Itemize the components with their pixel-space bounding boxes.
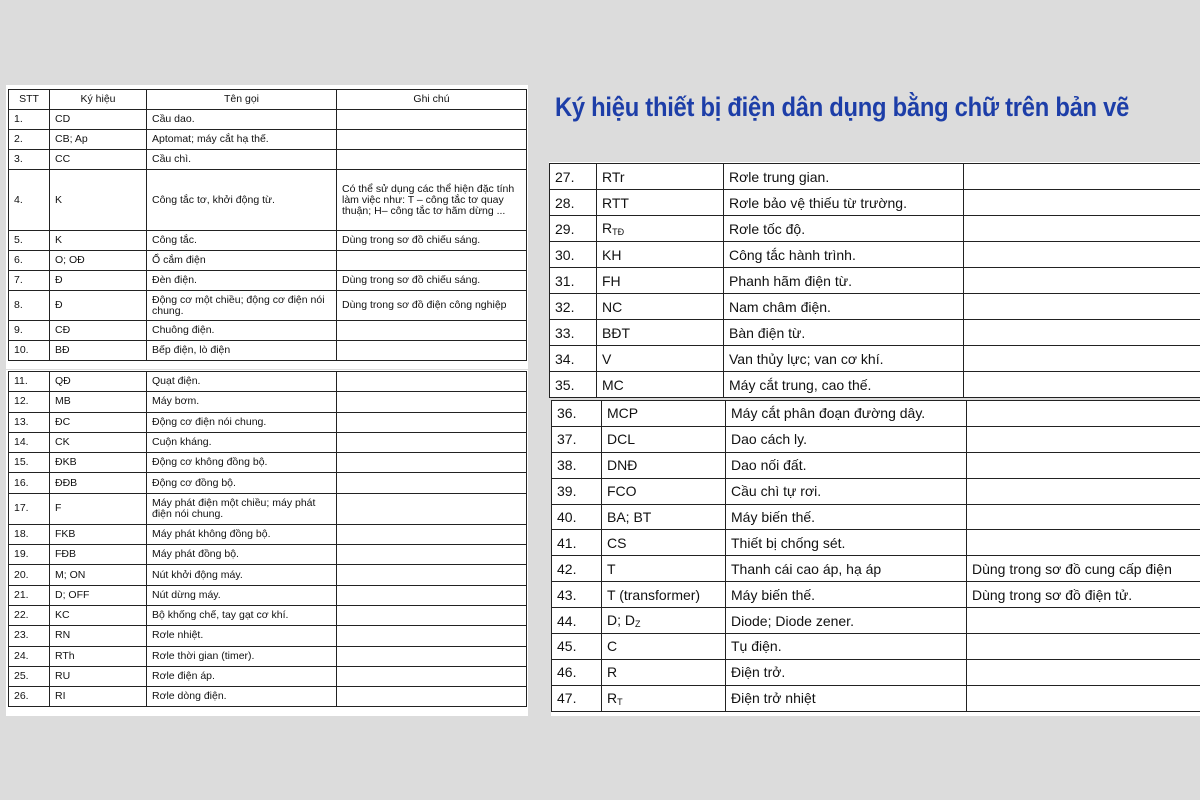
table-row [550,190,1200,216]
cell-symbol: FCO [602,478,726,504]
cell-name: Chuông điện. [147,321,337,341]
symbol-table-2 [8,371,527,707]
cell-stt: 46. [552,659,602,685]
cell-symbol: CB; Ap [50,130,147,150]
cell-symbol: CC [50,150,147,170]
cell-symbol: ĐC [50,412,147,432]
cell-stt: 43. [552,582,602,608]
cell-note [964,372,1200,398]
cell-stt: 28. [550,190,597,216]
cell-note [337,453,527,473]
table-row [9,453,527,473]
cell-name: Dao nối đất. [726,452,967,478]
cell-symbol: MC [597,372,724,398]
cell-stt: 27. [550,164,597,190]
cell-symbol: CS [602,530,726,556]
cell-symbol: V [597,346,724,372]
cell-name: Rơle dòng điện. [147,687,337,707]
table-row [550,164,1200,190]
cell-name: Máy phát đồng bộ. [147,545,337,565]
cell-note [337,150,527,170]
cell-symbol: RTh [50,646,147,666]
cell-stt: 38. [552,452,602,478]
cell-name: Máy phát điện một chiều; máy phát điện nói chung. [147,493,337,524]
cell-name: Đèn điện. [147,271,337,291]
cell-note [967,426,1200,452]
cell-symbol: M; ON [50,565,147,585]
table-row [9,150,527,170]
cell-symbol: FKB [50,524,147,544]
cell-note [964,190,1200,216]
cell-name: Công tắc tơ, khởi động từ. [147,170,337,231]
cell-name: Diode; Diode zener. [726,608,967,634]
cell-stt: 33. [550,320,597,346]
cell-symbol: C [602,634,726,660]
table-row [552,530,1200,556]
table-row [550,372,1200,398]
cell-stt: 17. [9,493,50,524]
cell-name: Aptomat; máy cắt hạ thế. [147,130,337,150]
table-row [552,452,1200,478]
cell-note [967,659,1200,685]
cell-stt: 2. [9,130,50,150]
table-row [9,545,527,565]
table-row [9,524,527,544]
cell-name: Máy biến thế. [726,582,967,608]
cell-name: Rơle điện áp. [147,666,337,686]
symbol-subscript: Z [635,619,641,630]
cell-note [337,130,527,150]
table-row [9,231,527,251]
table-row [550,346,1200,372]
cell-note [337,605,527,625]
cell-name: Động cơ không đồng bộ. [147,453,337,473]
cell-note: Dùng trong sơ đồ chiếu sáng. [337,271,527,291]
table-panel-1 [6,85,528,369]
header-stt: STT [9,90,50,110]
cell-stt: 9. [9,321,50,341]
cell-note: Có thể sử dụng các thể hiện đặc tính làm việc như: T – công tắc tơ quay thuận; H– công tắc tơ hãm dừng ... [337,170,527,231]
cell-stt: 14. [9,432,50,452]
cell-stt: 31. [550,268,597,294]
symbol-table-3 [549,163,1200,398]
cell-stt: 24. [9,646,50,666]
cell-symbol: BĐT [597,320,724,346]
header-symbol: Ký hiệu [50,90,147,110]
cell-note [964,164,1200,190]
cell-stt: 26. [9,687,50,707]
cell-note [337,545,527,565]
cell-note [337,392,527,412]
cell-note [337,372,527,392]
cell-symbol: KH [597,242,724,268]
cell-stt: 29. [550,216,597,242]
cell-stt: 1. [9,110,50,130]
cell-symbol: QĐ [50,372,147,392]
cell-note [337,321,527,341]
cell-stt: 13. [9,412,50,432]
cell-stt: 30. [550,242,597,268]
table-row [9,585,527,605]
cell-name: Cầu chì. [147,150,337,170]
cell-note: Dùng trong sơ đồ chiếu sáng. [337,231,527,251]
table-row [9,372,527,392]
table-row [9,605,527,625]
cell-note [337,524,527,544]
cell-note [337,432,527,452]
cell-symbol: O; OĐ [50,251,147,271]
table-row [9,110,527,130]
cell-note [337,646,527,666]
cell-note [967,504,1200,530]
cell-stt: 21. [9,585,50,605]
cell-name: Động cơ điện nói chung. [147,412,337,432]
symbol-subscript: TĐ [612,227,625,237]
cell-name: Bàn điện từ. [724,320,964,346]
symbol-subscript: T [617,696,623,707]
cell-stt: 4. [9,170,50,231]
cell-stt: 11. [9,372,50,392]
cell-name: Bộ khống chế, tay gạt cơ khí. [147,605,337,625]
cell-name: Ổ cắm điện [147,251,337,271]
cell-note [337,585,527,605]
symbol-table-4 [551,400,1200,712]
cell-stt: 19. [9,545,50,565]
table-row [9,251,527,271]
cell-note [967,685,1200,711]
cell-symbol: $R_{TĐ}$ [597,216,724,242]
table-row [9,130,527,150]
cell-stt: 40. [552,504,602,530]
page-title: Ký hiệu thiết bị điện dân dụng bằng chữ trên bản vẽ [555,92,1130,122]
cell-note [337,473,527,493]
table-row [550,294,1200,320]
cell-note [337,687,527,707]
cell-note [967,478,1200,504]
cell-symbol: RN [50,626,147,646]
table-row [550,320,1200,346]
cell-name: Nút khởi động máy. [147,565,337,585]
table-row [9,432,527,452]
cell-stt: 8. [9,291,50,321]
cell-symbol: CĐ [50,321,147,341]
cell-symbol: D; OFF [50,585,147,605]
cell-name: Rơle thời gian (timer). [147,646,337,666]
cell-note: Dùng trong sơ đồ điện tử. [967,582,1200,608]
cell-stt: 7. [9,271,50,291]
cell-note: Dùng trong sơ đồ điện công nghiệp [337,291,527,321]
cell-note [964,346,1200,372]
cell-name: Động cơ một chiều; động cơ điện nói chung. [147,291,337,321]
cell-stt: 15. [9,453,50,473]
cell-stt: 25. [9,666,50,686]
symbol-table-1 [8,89,527,361]
cell-stt: 34. [550,346,597,372]
table-panel-3 [549,162,1200,398]
table-row [550,268,1200,294]
cell-symbol: Đ [50,291,147,321]
cell-stt: 16. [9,473,50,493]
table-row [552,634,1200,660]
cell-symbol: $R_T$ [602,685,726,711]
cell-name: Thiết bị chống sét. [726,530,967,556]
cell-stt: 5. [9,231,50,251]
cell-name: Điện trở. [726,659,967,685]
table-row [9,392,527,412]
cell-stt: 37. [552,426,602,452]
cell-stt: 6. [9,251,50,271]
cell-symbol: DNĐ [602,452,726,478]
cell-name: Cuộn kháng. [147,432,337,452]
cell-note [337,565,527,585]
cell-symbol: DCL [602,426,726,452]
cell-name: Động cơ đồng bộ. [147,473,337,493]
cell-symbol: K [50,231,147,251]
cell-symbol: MB [50,392,147,412]
cell-symbol: K [50,170,147,231]
cell-symbol: R [602,659,726,685]
header-name: Tên gọi [147,90,337,110]
cell-stt: 44. [552,608,602,634]
cell-note [337,626,527,646]
table-row [552,608,1200,634]
cell-name: Quạt điện. [147,372,337,392]
cell-name: Máy phát không đồng bộ. [147,524,337,544]
table-row [9,291,527,321]
table-row [9,666,527,686]
cell-symbol: T [602,556,726,582]
cell-name: Máy biến thế. [726,504,967,530]
cell-stt: 39. [552,478,602,504]
cell-name: Rơle bảo vệ thiếu từ trường. [724,190,964,216]
cell-note [337,666,527,686]
table-row [9,687,527,707]
table-row [9,565,527,585]
cell-note [964,216,1200,242]
table-row [9,271,527,291]
cell-stt: 47. [552,685,602,711]
cell-stt: 3. [9,150,50,170]
cell-name: Máy cắt phân đoạn đường dây. [726,401,967,427]
cell-name: Thanh cái cao áp, hạ áp [726,556,967,582]
cell-note [337,251,527,271]
table-row [9,170,527,231]
cell-symbol: RTT [597,190,724,216]
cell-stt: 42. [552,556,602,582]
table-row [9,626,527,646]
cell-symbol: RU [50,666,147,686]
cell-name: Điện trở nhiệt [726,685,967,711]
table-row [552,401,1200,427]
cell-name: Tụ điện. [726,634,967,660]
cell-note [967,452,1200,478]
cell-note [967,608,1200,634]
cell-note [964,320,1200,346]
cell-name: Nam châm điện. [724,294,964,320]
table-row [552,478,1200,504]
cell-note: Dùng trong sơ đồ cung cấp điện [967,556,1200,582]
cell-name: Van thủy lực; van cơ khí. [724,346,964,372]
cell-name: Bếp điện, lò điện [147,341,337,361]
cell-note [964,268,1200,294]
cell-note [337,341,527,361]
cell-symbol: BA; BT [602,504,726,530]
table-row [550,242,1200,268]
cell-symbol: F [50,493,147,524]
table-row [552,659,1200,685]
table-row [9,341,527,361]
cell-symbol: NC [597,294,724,320]
cell-symbol: CK [50,432,147,452]
cell-name: Công tắc hành trình. [724,242,964,268]
cell-name: Rơle nhiệt. [147,626,337,646]
table-row [552,426,1200,452]
table-row [552,556,1200,582]
cell-note [967,634,1200,660]
cell-symbol: Đ [50,271,147,291]
cell-stt: 35. [550,372,597,398]
cell-stt: 18. [9,524,50,544]
cell-stt: 45. [552,634,602,660]
cell-name: Phanh hãm điện từ. [724,268,964,294]
cell-stt: 36. [552,401,602,427]
cell-stt: 32. [550,294,597,320]
header-note: Ghi chú [337,90,527,110]
cell-name: Công tắc. [147,231,337,251]
table-row [9,412,527,432]
table-row [9,473,527,493]
cell-stt: 41. [552,530,602,556]
cell-name: Nút dừng máy. [147,585,337,605]
cell-stt: 10. [9,341,50,361]
table-row [550,216,1200,242]
cell-name: Dao cách ly. [726,426,967,452]
cell-note [967,401,1200,427]
cell-symbol: FH [597,268,724,294]
cell-name: Máy bơm. [147,392,337,412]
cell-name: Rơle trung gian. [724,164,964,190]
cell-name: Cầu dao. [147,110,337,130]
cell-symbol: BĐ [50,341,147,361]
cell-symbol: RI [50,687,147,707]
table-panel-4 [551,400,1200,716]
cell-symbol: FĐB [50,545,147,565]
cell-stt: 22. [9,605,50,625]
cell-symbol: ĐĐB [50,473,147,493]
cell-name: Cầu chì tự rơi. [726,478,967,504]
cell-note [337,493,527,524]
cell-symbol: KC [50,605,147,625]
table-row [552,582,1200,608]
table-row [9,321,527,341]
cell-note [337,412,527,432]
cell-symbol: ĐKB [50,453,147,473]
cell-symbol: CD [50,110,147,130]
cell-stt: 23. [9,626,50,646]
table-row [9,646,527,666]
cell-stt: 20. [9,565,50,585]
cell-symbol: RTr [597,164,724,190]
table-row [552,504,1200,530]
cell-symbol: D; $D_Z$ [602,608,726,634]
cell-stt: 12. [9,392,50,412]
table-panel-2 [6,370,528,716]
cell-note [964,242,1200,268]
cell-note [964,294,1200,320]
cell-symbol: T (transformer) [602,582,726,608]
table-row [9,493,527,524]
cell-note [967,530,1200,556]
cell-name: Rơle tốc độ. [724,216,964,242]
cell-name: Máy cắt trung, cao thế. [724,372,964,398]
cell-note [337,110,527,130]
table-row [552,685,1200,711]
cell-symbol: MCP [602,401,726,427]
